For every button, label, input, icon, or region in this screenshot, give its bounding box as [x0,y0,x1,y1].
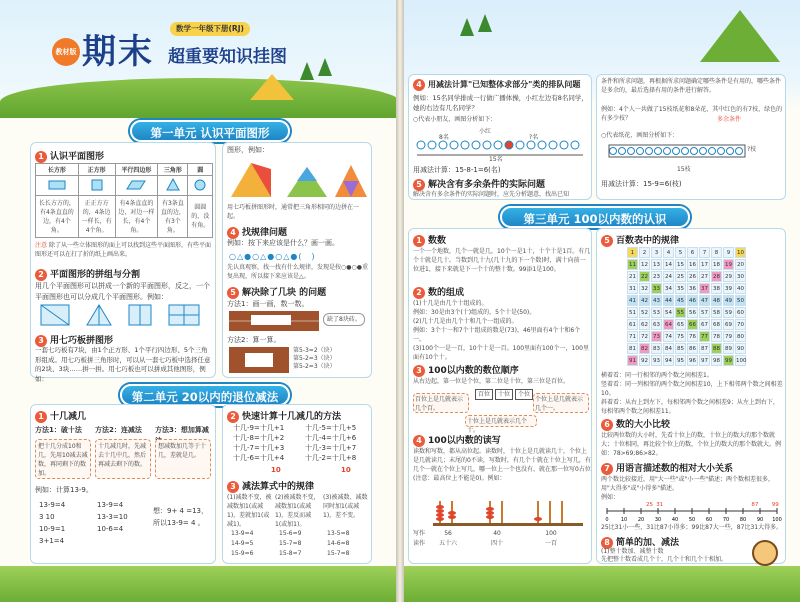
unit1-title: 第一单元 认识平面图形 [130,120,290,142]
hundred-cell: 36 [687,283,698,294]
unit3-left-card [408,228,592,564]
hundred-cell: 5 [675,247,686,258]
flower-circle [673,148,680,155]
number-100: 100 一百 [545,530,558,547]
hundred-cell: 51 [627,307,638,318]
rule-list: 十几-9=十几+1 十几-8=十几+2 十几-7=十几+3 十几-6=十几+4 [233,424,285,462]
tree-icon [478,14,492,32]
hundred-cell: 56 [687,307,698,318]
label-xiaohong: 小红 [479,128,492,135]
section-text: (1)整十数加、减整十数 先把整十数看成几个十，几个十和几个十相加。 [601,548,728,563]
hundred-cell: 29 [723,271,734,282]
tent-icon [250,74,294,100]
hundred-cell: 82 [639,343,650,354]
number-40: 40 四十 [491,530,504,547]
student-circle [428,141,436,149]
hundred-cell: 28 [711,271,722,282]
hundred-cell: 84 [663,343,674,354]
hundred-cell: 34 [663,283,674,294]
section-heading: 1 十几减几 [35,409,86,423]
note: 用七巧板拼图形时，通常把三角形相同的边拼在一起。 [227,204,360,220]
hundred-cell: 62 [639,319,650,330]
student-circle [417,141,425,149]
hundred-cell: 25 [675,271,686,282]
tick-label: 90 [756,517,764,523]
hundred-cell: 4 [663,247,674,258]
hundred-cell: 63 [651,319,662,330]
flower-circle [628,148,635,155]
sum-ten: 10 [271,466,281,474]
hundred-cell: 31 [627,283,638,294]
speech-bubble: 缺了8块砖。 [323,313,365,326]
flower-circle [691,148,698,155]
student-circle [494,141,502,149]
student-circle [538,141,546,149]
hundred-cell: 64 [663,319,674,330]
flower-circle [727,148,734,155]
pattern-row: ○△●○△●○△●( ) [229,252,316,261]
flower-circle [664,148,671,155]
split-shapes-figure [39,303,209,327]
hundred-cell: 12 [639,259,650,270]
section-heading: 5 解决除了几块 的问题 [227,285,326,299]
method-label: 方法1：破十法 [35,426,82,434]
hundred-cell: 17 [699,259,710,270]
mark-label: 99 [771,502,779,508]
student-circle [450,141,458,149]
section-heading: 7 用语言描述数的相对大小关系 [601,461,733,475]
calc-block: 想：9+ 4 =13， 所以13-9= 4 。 [153,507,208,527]
hundred-cell: 71 [627,331,638,342]
ground [400,566,800,602]
right-page [400,0,800,602]
hundred-cell: 98 [711,355,722,366]
student-circle [560,141,568,149]
rule-text: (1)减数不变，被减数加1(或减1)，差就加1(或减1)。 [227,494,272,528]
section-heading: 4 100以内数的读写 [413,433,501,447]
hundred-cell: 53 [651,307,662,318]
hundred-cell: 48 [711,295,722,306]
hundred-cell: 6 [687,247,698,258]
hundred-cell: 50 [735,295,746,306]
abacus-figure [433,499,583,529]
label-total: 15名 [489,156,503,163]
legend: ○代表纸花，画图分析如下： [601,132,679,139]
kid-icon [752,540,778,566]
hundred-cell: 23 [651,271,662,282]
label-unknown: ?枝 [747,146,757,153]
section-heading: 2 平面图形的拼组与分割 [35,267,140,281]
ground [0,566,400,602]
triangle-icon [166,178,180,192]
flower-circle [682,148,689,155]
hundred-cell: 76 [687,331,698,342]
shape-table: 长方形 正方形 平行四边形 三角形 圆 长长方方的，有4条直直的边，有4个角。 正正方方的，4条边一样长，有4个角。 有4条直直的边，对边一样长，有4个角。 有3条直直的边，有3个角。 圆圆的，没有角。 [35,163,213,238]
section-heading: 3 100以内数的数位顺序 [413,363,519,377]
hundred-cell: 22 [639,271,650,282]
rule-text: (3)被减数、减数同时加1(或减1)，差不变。 [323,494,368,519]
student-circle [461,141,469,149]
section-heading: 1 认识平面图形 [35,149,104,163]
student-circle [571,141,579,149]
flower-circle [709,148,716,155]
hundred-cell: 19 [723,259,734,270]
hundred-cell: 70 [735,319,746,330]
section-text: 条件和所求问题，再根据所求问题确定哪些条件是有用的，哪些条件是多余的，最后选择有用的条件进行解答。 [601,78,782,94]
method-box: 想减数加几等于十几，差就是几。 [155,439,211,479]
section-heading: 3 用七巧板拼图形 [35,333,113,347]
circle-icon [193,178,207,192]
hundred-cell: 11 [627,259,638,270]
unit2-title: 第二单元 20以内的退位减法 [120,384,290,406]
hundred-cell: 38 [711,283,722,294]
hundred-cell: 65 [675,319,686,330]
sum-ten: 10 [341,466,351,474]
label-total: 15枝 [677,166,691,173]
grade-tag: 数学一年级下册(RJ) [170,22,250,36]
spine [396,0,404,602]
hundred-cell: 61 [627,319,638,330]
number-56: 56 五十六 [439,530,458,547]
hundred-cell: 46 [687,295,698,306]
flower-circle [646,148,653,155]
hundred-cell: 96 [687,355,698,366]
hundred-cell: 72 [639,331,650,342]
hundred-cell: 18 [711,259,722,270]
hundred-cell: 85 [675,343,686,354]
hundred-cell: 90 [735,343,746,354]
section-text: 例如：15名同学排成一行做广播体操，小红左边有8名同学，她的右边有几名同学？ [413,94,588,112]
section-text: 方法1：画一画，数一数。 [227,300,309,308]
section-heading: 4 用减法计算"已知整体求部分"类的排队问题 [413,79,591,91]
student-circle [472,141,480,149]
parallelogram-icon [126,179,146,191]
example-label: 例如： [601,494,620,501]
method-box: 十几减几时，先减去十几中几，然后再减去剩下的数。 [95,439,151,479]
hundred-cell: 73 [651,331,662,342]
brick-wall-figure [229,311,319,331]
hundred-cell: 77 [699,331,710,342]
hundred-cell: 24 [663,271,674,282]
extra-conditions-card [596,74,786,200]
hundred-cell: 43 [651,295,662,306]
hundred-cell: 41 [627,295,638,306]
hundred-cell: 2 [639,247,650,258]
hundred-cell: 33 [651,283,662,294]
hundred-chart [627,247,746,366]
hill [0,78,400,118]
hundred-cell: 10 [735,247,746,258]
hundred-cell: 86 [687,343,698,354]
flower-circle [700,148,707,155]
hundred-cell: 40 [735,283,746,294]
section-text: 用几个平面图形可以拼成一个新的平面图形，反之，一个平面图形也可以分成几个平面图形。例如： [35,282,210,301]
flower-circle [718,148,725,155]
section-text: 图形，例如： [227,146,269,154]
hundred-cell: 26 [687,271,698,282]
number-line [601,499,783,523]
hundred-cell: 91 [627,355,638,366]
note-box: 个位上是几就表示几个一。 [533,393,589,413]
tick-label: 100 [772,517,782,523]
rule-text: (2)被减数不变，减数加1(或减1)，差反而减1(或加1)。 [275,494,320,528]
unit2-continued-card [408,74,592,200]
hundred-cell: 14 [663,259,674,270]
section-text: 方法2：算一算。 [227,336,281,344]
student-circle [483,141,491,149]
hundred-cell: 42 [639,295,650,306]
hundred-cell: 57 [699,307,710,318]
section-text: 一个一个地数，几个一就是几，10个一是1十，十个十是1百。有几个十就是几十。当数到几十九(几十九的下一个数)时，满十向前一位进1，接下来就是下一个十的整十数。99添1是100。 [413,248,591,273]
hundred-cell: 27 [699,271,710,282]
hundred-cell: 81 [627,343,638,354]
hundred-cell: 39 [723,283,734,294]
tick-label: 60 [705,517,713,523]
answer: 用减法计算：15-9=6(枝) [601,180,682,188]
hundred-cell: 37 [699,283,710,294]
student-circle [549,141,557,149]
tree-icon [300,62,314,80]
unit1-right-card [222,142,372,378]
hundred-cell: 3 [651,247,662,258]
legend: ○代表小朋友，画图分析如下： [413,116,497,123]
section-heading: 3 减法算式中的规律 [227,479,314,493]
hundred-cell: 69 [723,319,734,330]
section-text: 一套七巧板有7块，由1个正方形、1个平行四边形、5个三角形组成。用七巧板拼三角形时，可以从一套七巧板中选择任意的2块、3块……拼一拼。用七巧板也可以拼成其他图形，例如： [35,346,211,383]
badge: 教材版 [52,38,80,66]
hundred-cell: 67 [699,319,710,330]
unit3-right-card [596,228,786,564]
label-right: ?名 [529,134,539,141]
tree-icon [460,18,474,36]
label-left: 8名 [439,134,449,141]
mountain [700,10,780,62]
section-text: 读数和写数，都从高位起。读数时，十位上是几就读几十，个位上是几就读几；末尾的0不读，写数时，有几个十就在十位上写几，有几个一就在个位上写几，哪一位上一个也没有，就在那一位写0占位(注意：最高位上不能是0)。例如： [413,448,591,482]
section-text: 例如：按下来应该是什么？画一画。 [227,239,339,247]
hundred-cell: 83 [651,343,662,354]
hundred-cell: 66 [687,319,698,330]
hundred-cell: 9 [723,247,734,258]
section-heading: 6 数的大小比较 [601,417,670,431]
hundred-cell: 1 [627,247,638,258]
hundred-cell: 58 [711,307,722,318]
section-heading: 1 数数 [413,233,446,247]
hundred-cell: 92 [639,355,650,366]
mark-label: 87 [751,502,759,508]
tick-label: 30 [654,517,662,523]
method-label: 方法2：连减法 [95,426,142,434]
example-label: 例如：计算13-9。 [35,486,93,494]
hundred-cell: 45 [675,295,686,306]
hundred-cell: 35 [675,283,686,294]
tick-label: 20 [637,517,645,523]
hundred-cell: 44 [663,295,674,306]
calc-list: 第5-3=2（块） 第5-2=3（块） 第5-2=3（块） [293,347,336,370]
section-text: 从右边起，第一位是个位，第二位是十位，第三位是百位。 [413,378,570,385]
section-text: 先认真观察，找一找有什么规律，发现是按○●○●重复出现，所以接下来应该是△。 [227,264,368,280]
hundred-cell: 87 [699,343,710,354]
extra-condition-tag: 多余条件 [717,116,742,123]
calc-block: 13-9=4 3 10 10-9=1 3+1=4 [39,501,66,545]
read-write-labels: 写作 读作 [413,530,426,547]
mark-label: 25 [646,502,653,508]
brick-wall-figure [229,347,289,373]
section-heading: 4 找规律问题 [227,225,287,239]
hundred-cell: 16 [687,259,698,270]
flower-circle [637,148,644,155]
hundred-cell: 54 [663,307,674,318]
flower-circle [655,148,662,155]
hundred-cell: 30 [735,271,746,282]
hundred-cell: 60 [735,307,746,318]
section-text: (1)十几是由几个十组成的。 例如：30是由3个(十)组成的，5个十是(50)。 (2)几十几是由几个十和几个一组成的。 例如：3个十一和7个十组成的数是(73)，46里面有4个十和6个一。 (3)100个一是一百，10个十是一百。100里面有100个一，100里面有10个十。 [413,300,589,361]
student-circle [439,141,447,149]
place-value-chart: 百位 十位 个位 [475,389,533,400]
tick-label: 50 [688,517,696,523]
section-heading: 2 快速计算十几减几的方法 [227,409,341,423]
pattern-notes: 横着看：同一行相邻的两个数之间相差1。 竖着看：同一列相邻的两个数之间相差10，上下相邻两个数之间相差10。 斜着看：从右上到左下，每相邻两个数之间相差9；从左上到右下，每相邻两个数之间相差11。 [601,372,783,415]
hundred-cell: 88 [711,343,722,354]
section-text: 比较两位数的大小时，先看十位上的数，十位上的数大的那个数就大；十位相同，再比较个位上的数，个位上的数大的那个数就大。例如：78>69;86>82。 [601,432,782,457]
hundred-cell: 15 [675,259,686,270]
method-label: 方法3：想加算减 [155,426,209,434]
hundred-cell: 95 [675,355,686,366]
hundred-cell: 55 [675,307,686,318]
method-box: 把十几分成10和几，先用10减去减数，再同剩下的数加。 [35,439,91,479]
note-box: 十位上是几就表示几个十。 [465,415,537,427]
hundred-cell: 75 [675,331,686,342]
hundred-cell: 21 [627,271,638,282]
tick-label: 70 [722,517,730,523]
tick-label: 40 [671,517,679,523]
hundred-cell: 59 [723,307,734,318]
hundred-cell: 99 [723,355,734,366]
section-text: 两个数比较接近，用"大一些"或"小一些"描述；两个数相差很多，用"大得多"或"小得多"描述。 [601,476,775,492]
calc-block: 13-5=8 14-6=8 15-7=8 [327,530,350,557]
section-text: 25比31小一些，31比87小得多；99比87大一些，87比31大得多。 [601,524,783,531]
section-text: 例如：4个人一共做了15枝纸花和8朵花，其中红色的有7枝，绿色的有多少枝？ [601,106,783,122]
hundred-cell: 52 [639,307,650,318]
hundred-cell: 7 [699,247,710,258]
hundred-cell: 80 [735,331,746,342]
calc-block: 13-9=4 13-3=10 10-6=4 [97,501,128,533]
flower-circle [610,148,617,155]
hundred-cell: 8 [711,247,722,258]
note-box: 百位上是几就表示几个百。 [413,393,469,413]
hundred-cell: 20 [735,259,746,270]
hundred-cell: 97 [699,355,710,366]
mark-label: 31 [656,502,664,508]
unit3-title: 第三单元 100以内数的认识 [500,206,690,228]
section-heading: 5 百数表中的规律 [601,233,679,247]
student-circle [505,141,513,149]
unit1-left-card [30,142,216,383]
rule-list: 十几-5=十几+5 十几-4=十几+6 十几-3=十几+7 十几-2=十几+8 [305,424,357,462]
tick-label: 0 [605,517,609,523]
hundred-cell: 93 [651,355,662,366]
section-text: 解决含有多余条件的实际问题时，应先分析题意，找出已知 [413,191,570,198]
section-heading: 8 简单的加、减法 [601,535,679,549]
tick-label: 10 [620,517,628,523]
calc-block: 13-9=4 14-9=5 15-9=6 [231,530,254,557]
hundred-cell: 47 [699,295,710,306]
page-title: 期末 [82,32,154,72]
flower-circle [619,148,626,155]
hundred-cell: 74 [663,331,674,342]
section-heading: 5 解决含有多余条件的实际问题 [413,177,545,191]
calc-block: 15-6=9 15-7=8 15-8=7 [279,530,302,557]
tree-icon [318,58,332,76]
subtitle: 超重要知识挂图 [168,47,287,67]
square-icon [90,178,104,192]
hundred-cell: 100 [735,355,746,366]
tick-label: 80 [739,517,747,523]
hundred-cell: 89 [723,343,734,354]
flower-circle [736,148,743,155]
hundred-cell: 32 [639,283,650,294]
hundred-cell: 79 [723,331,734,342]
hundred-cell: 68 [711,319,722,330]
rectangle-icon [47,179,67,191]
student-circle [527,141,535,149]
unit2-right-card [222,404,372,564]
hundred-cell: 78 [711,331,722,342]
note: 注意 除了从一些立体图形的面上可以找到这些平面图形，有些平面图形还可以在打了折的纸上画出来。 [35,242,211,258]
student-circle [516,141,524,149]
hundred-cell: 49 [723,295,734,306]
hundred-cell: 13 [651,259,662,270]
hundred-cell: 94 [663,355,674,366]
tangram-figure [229,159,369,199]
section-heading: 2 数的组成 [413,285,464,299]
answer: 用减法计算：15-8-1=6(名) [413,166,501,174]
unit2-left-card [30,404,216,564]
